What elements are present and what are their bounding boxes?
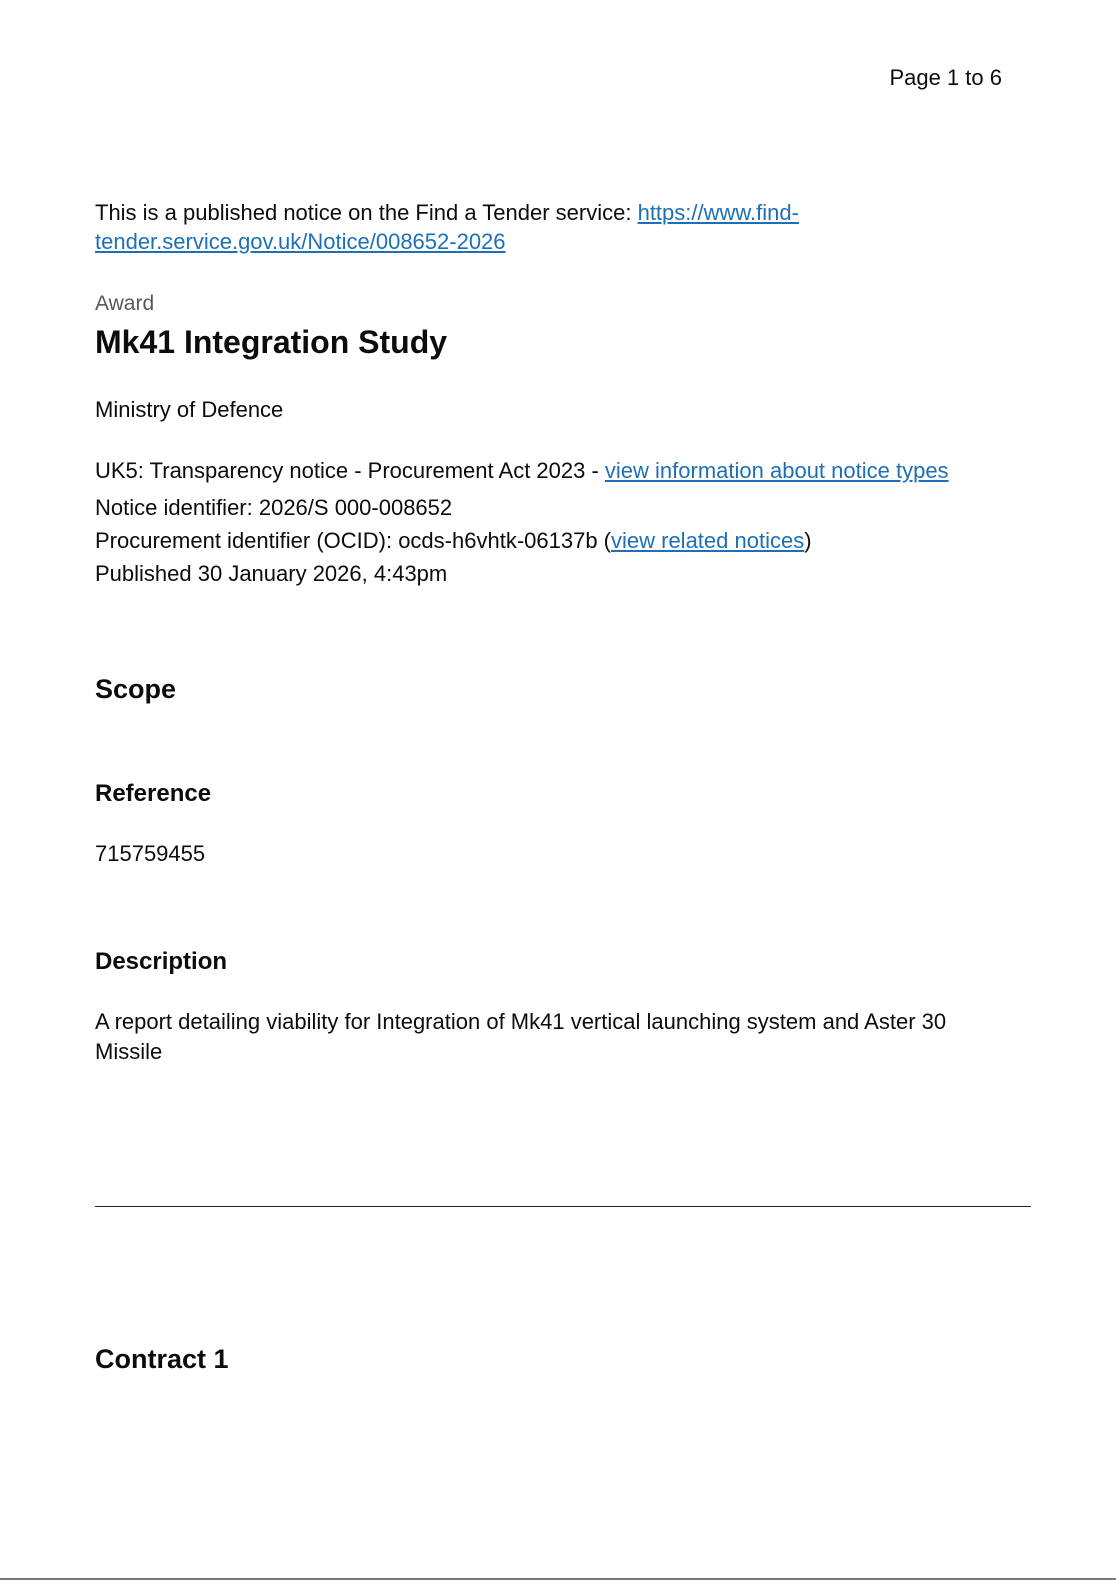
organisation-name: Ministry of Defence — [95, 397, 284, 422]
notice-url-link[interactable]: https://www.find- — [637, 200, 799, 225]
related-notices-link[interactable]: view related notices — [611, 528, 805, 553]
reference-heading: Reference — [95, 780, 212, 807]
description-heading: Description — [95, 948, 228, 975]
ocid-close: ) — [804, 528, 812, 553]
contract-heading: Contract 1 — [95, 1344, 229, 1374]
notice-type — [95, 457, 949, 485]
description-text-line-1: A report detailing viability for Integration of Mk41 vertical launching system and Aster 30 — [95, 1009, 947, 1034]
section-divider — [95, 1206, 1031, 1207]
notice-caption: Award — [95, 292, 155, 315]
notice-url-link-continued[interactable]: tender.service.gov.uk/Notice/008652-2026 — [95, 229, 506, 254]
published-date: Published 30 January 2026, 4:43pm — [95, 561, 448, 586]
reference-value: 715759455 — [95, 841, 206, 866]
scope-heading: Scope — [95, 674, 177, 704]
page-title: Mk41 Integration Study — [95, 324, 448, 360]
notice-type-text: UK5: Transparency notice - Procurement Act 2023 - — [95, 458, 605, 483]
description-text-line-2: Missile — [95, 1039, 163, 1064]
notice-identifier: Notice identifier: 2026/S 000-008652 — [95, 495, 453, 520]
intro-line-1 — [95, 199, 799, 227]
ocid-text: Procurement identifier (OCID): ocds-h6vhtk-06137b ( — [95, 528, 611, 553]
page-indicator: Page 1 to 6 — [889, 65, 1002, 90]
intro-text: This is a published notice on the Find a Tender service: — [95, 200, 638, 225]
procurement-identifier — [95, 527, 812, 555]
notice-types-link[interactable]: view information about notice types — [604, 458, 949, 483]
